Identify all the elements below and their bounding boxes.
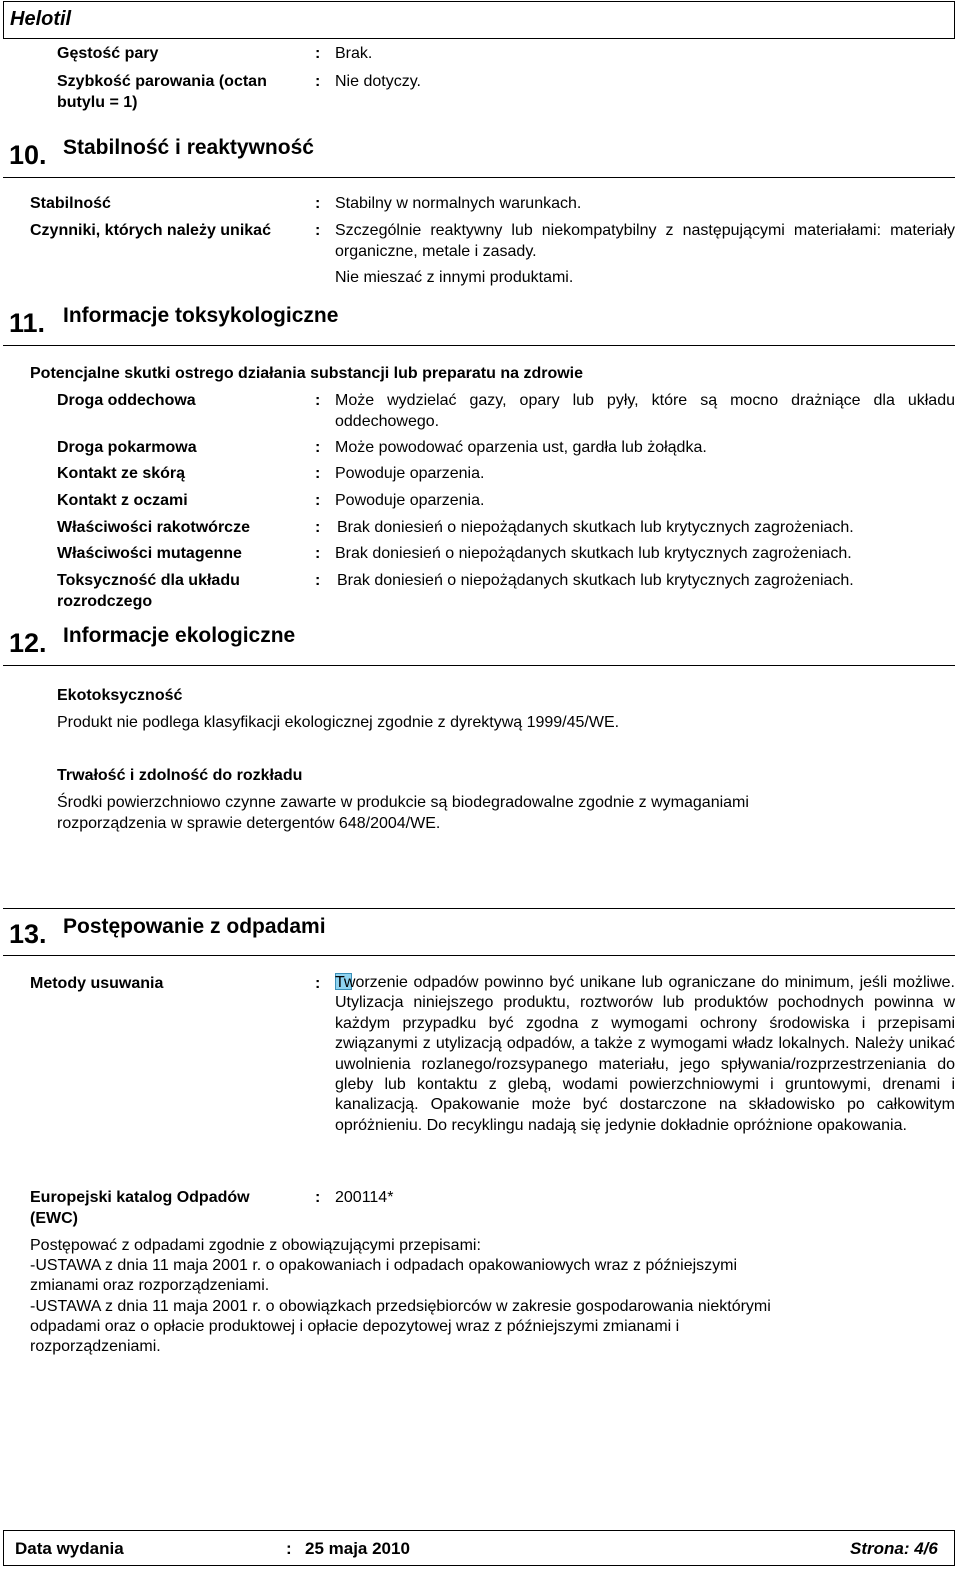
colon: : bbox=[315, 492, 321, 509]
product-title: Helotil bbox=[10, 8, 72, 30]
tox-row-label: Toksyczność dla układu bbox=[57, 572, 240, 589]
regulations-line: -USTAWA z dnia 11 maja 2001 r. o opakowaniach i odpadach opakowaniowych wraz z późniejszymi bbox=[30, 1257, 738, 1274]
disposal-methods-value: Tworzenie odpadów powinno być unikane lub ograniczane do minimum, jeśli możliwe. Utylizacja niniejszego produktu, roztworów lub produktów pochodnych powinna w każdym przypadku być zgodna z wymogami ochrony środowiska i przepisami związanymi z utylizacją odpadów, a także z wymogami władz lokalnych. Należy unikać uwolnienia rozlanego/rozsypanego materiału, jego spływania/rozprzestrzeniania do gleby lub kontaktu z glebą, wodami powierzchniowymi i gruntowymi, drenami i kanalizacją. Opakowanie może być dostarczone na składowisko po całkowitym opróżnieniu. Do recyklingu nadają się jedynie dokładnie opróżnione opakowania. bbox=[335, 974, 955, 1134]
colon: : bbox=[315, 545, 321, 562]
tox-row-label: Właściwości mutagenne bbox=[57, 545, 242, 562]
tox-row-label-cont: rozrodczego bbox=[57, 593, 153, 610]
section-title: Postępowanie z odpadami bbox=[63, 915, 326, 938]
section-13-header bbox=[3, 908, 955, 956]
ecotoxicity-text: Produkt nie podlega klasyfikacji ekologicznej zgodnie z dyrektywą 1999/45/WE. bbox=[57, 714, 620, 731]
section-title: Stabilność i reaktywność bbox=[63, 136, 314, 159]
colon: : bbox=[315, 465, 321, 482]
tox-row-value: Może powodować oparzenia ust, gardła lub żołądka. bbox=[335, 439, 707, 456]
tox-row-value: Powoduje oparzenia. bbox=[335, 465, 485, 482]
section-number: 13. bbox=[9, 919, 47, 949]
issue-date-value: 25 maja 2010 bbox=[305, 1539, 410, 1558]
header-bar bbox=[3, 1, 955, 39]
colon: : bbox=[315, 45, 321, 62]
colon: : bbox=[315, 975, 321, 992]
ewc-value: 200114* bbox=[335, 1189, 394, 1206]
section-number: 10. bbox=[9, 140, 47, 170]
regulations-line: zmianami oraz rozporządzeniami. bbox=[30, 1277, 270, 1294]
colon: : bbox=[315, 195, 321, 212]
tox-row-label: Kontakt z oczami bbox=[57, 492, 188, 509]
conditions-to-avoid-value: Szczególnie reaktywny lub niekompatybilny z następującymi materiałami: materiały organiczne, metale i zasady. bbox=[335, 222, 955, 260]
disposal-methods-label: Metody usuwania bbox=[30, 975, 164, 992]
stability-label: Stabilność bbox=[30, 195, 111, 212]
tox-row-label: Kontakt ze skórą bbox=[57, 465, 186, 482]
tox-row-label: Właściwości rakotwórcze bbox=[57, 519, 250, 536]
tox-row-value: Powoduje oparzenia. bbox=[335, 492, 485, 509]
vapor-density-value: Brak. bbox=[335, 45, 373, 62]
tox-row-value: Brak doniesień o niepożądanych skutkach lub krytycznych zagrożeniach. bbox=[337, 519, 854, 536]
colon: : bbox=[315, 519, 321, 536]
ecotoxicity-heading: Ekotoksyczność bbox=[57, 687, 183, 704]
colon: : bbox=[315, 222, 321, 239]
evaporation-rate-label: Szybkość parowania (octan bbox=[57, 73, 267, 90]
evaporation-rate-value: Nie dotyczy. bbox=[335, 73, 421, 90]
degradability-heading: Trwałość i zdolność do rozkładu bbox=[57, 767, 303, 784]
colon: : bbox=[315, 392, 321, 409]
vapor-density-label: Gęstość pary bbox=[57, 45, 159, 62]
conditions-to-avoid-value-2: Nie mieszać z innymi produktami. bbox=[335, 269, 574, 286]
section-number: 11. bbox=[9, 308, 46, 338]
section-title: Informacje toksykologiczne bbox=[63, 304, 339, 327]
colon: : bbox=[315, 1189, 321, 1206]
section-number: 12. bbox=[9, 628, 47, 658]
stability-value: Stabilny w normalnych warunkach. bbox=[335, 195, 582, 212]
section-title: Informacje ekologiczne bbox=[63, 624, 296, 647]
colon: : bbox=[315, 572, 321, 589]
regulations-line: -USTAWA z dnia 11 maja 2001 r. o obowiązkach przedsiębiorców w zakresie gospodarowania niektórymi bbox=[30, 1298, 771, 1315]
page-number: Strona: 4/6 bbox=[850, 1539, 938, 1558]
colon: : bbox=[286, 1539, 292, 1558]
degradability-text-cont: rozporządzenia w sprawie detergentów 648/2004/WE. bbox=[57, 815, 441, 832]
conditions-to-avoid-label: Czynniki, których należy unikać bbox=[30, 222, 271, 239]
ewc-label-cont: (EWC) bbox=[30, 1210, 78, 1227]
tox-row-value: Może wydzielać gazy, opary lub pyły, które są mocno drażniące dla układu oddechowego. bbox=[335, 392, 955, 430]
evaporation-rate-label-cont: butylu = 1) bbox=[57, 94, 138, 111]
acute-effects-heading: Potencjalne skutki ostrego działania substancji lub preparatu na zdrowie bbox=[30, 365, 584, 382]
tox-row-label: Droga oddechowa bbox=[57, 392, 196, 409]
regulations-line: rozporządzeniami. bbox=[30, 1338, 161, 1355]
tox-row-label: Droga pokarmowa bbox=[57, 439, 197, 456]
regulations-line: odpadami oraz o opłacie produktowej i opłacie depozytowej wraz z późniejszymi zmianami i bbox=[30, 1318, 680, 1335]
issue-date-label: Data wydania bbox=[15, 1539, 124, 1558]
section-11-header bbox=[3, 298, 955, 346]
section-10-header bbox=[3, 130, 955, 178]
footer-bar bbox=[3, 1530, 955, 1566]
degradability-text: Środki powierzchniowo czynne zawarte w produkcie są biodegradowalne zgodnie z wymaganiami bbox=[57, 794, 749, 811]
tox-row-value: Brak doniesień o niepożądanych skutkach lub krytycznych zagrożeniach. bbox=[335, 545, 852, 562]
ewc-label: Europejski katalog Odpadów bbox=[30, 1189, 250, 1206]
tox-row-value: Brak doniesień o niepożądanych skutkach lub krytycznych zagrożeniach. bbox=[337, 572, 854, 589]
section-12-header bbox=[3, 618, 955, 666]
regulations-line: Postępować z odpadami zgodnie z obowiązującymi przepisami: bbox=[30, 1237, 481, 1254]
colon: : bbox=[315, 73, 321, 90]
colon: : bbox=[315, 439, 321, 456]
